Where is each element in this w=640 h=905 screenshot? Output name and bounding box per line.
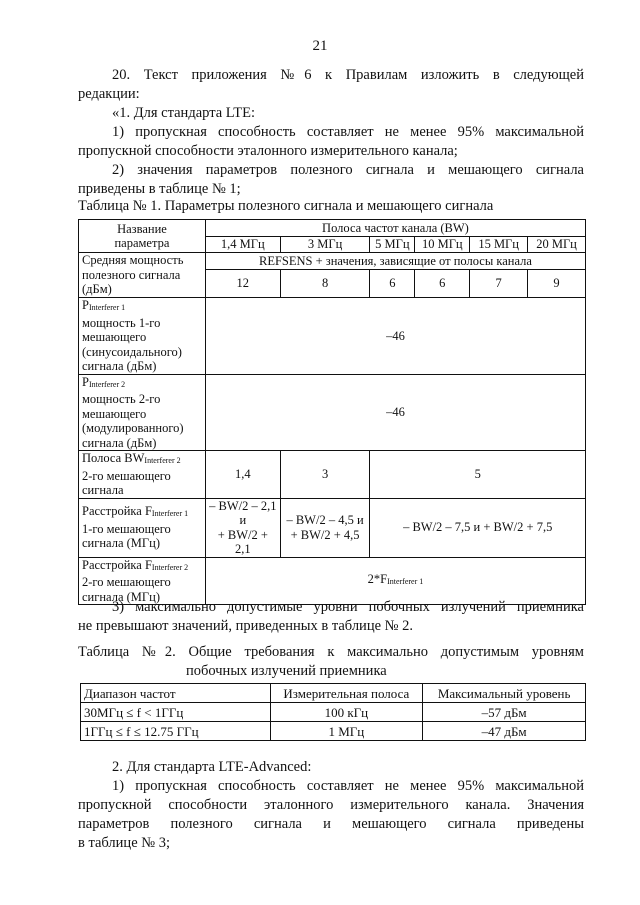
- offset-interferer2-subscript: Interferer 2: [151, 562, 189, 572]
- interferer2-name-l4: сигнала (дБм): [82, 435, 157, 450]
- item1-line1: 1) пропускная способность составляет не менее 95% максимальной: [112, 124, 584, 140]
- item3-line1: 3) максимально допустимые уровни побочных излучений приемника: [112, 599, 584, 615]
- bw-interferer2-subscript: Interferer 2: [144, 456, 181, 465]
- row-avg-power-name: [79, 253, 206, 298]
- avg-power-value-6: 9: [528, 270, 586, 298]
- col-param-header: [79, 220, 206, 253]
- refsens-cell: REFSENS + значения, зависящие от полосы канала: [205, 253, 585, 270]
- interferer2-name-l2: мешающего: [82, 406, 147, 421]
- t2-header-range: Диапазон частот: [81, 684, 271, 703]
- row-avg-power-name-l1: Средняя мощность: [82, 253, 184, 268]
- lte-advanced-heading: 2. Для стандарта LTE-Advanced:: [112, 759, 312, 775]
- table1-caption: Таблица № 1. Параметры полезного сигнала и мешающего сигнала: [78, 198, 494, 214]
- offset-interferer2-name-l1: 2-го мешающего: [82, 575, 171, 589]
- spurious-emissions-table: [80, 683, 586, 741]
- adv-item1-line3: параметров полезного сигнала и мешающего сигнала приведены: [78, 816, 584, 832]
- col-param-line2: параметра: [114, 236, 170, 250]
- t2-row2-bandwidth: 1 МГц: [270, 722, 423, 741]
- col-param-line1: Название: [117, 221, 167, 236]
- interferer1-name-l4: сигнала (дБм): [82, 359, 157, 373]
- interferer2-name-l1: мощность 2-го: [82, 392, 161, 406]
- bw-interferer2-name-l1: 2-го мешающего: [82, 468, 171, 483]
- interferer1-power-value: –46: [205, 298, 585, 375]
- interferer1-name-l1: мощность 1-го: [82, 315, 161, 330]
- row-avg-power-name-l3: (дБм): [82, 282, 112, 297]
- interferer1-name-l2: мешающего: [82, 330, 147, 344]
- bw-col-6: 20 МГц: [528, 237, 586, 253]
- offset-interferer1-value-3: – BW/2 – 7,5 и + BW/2 + 7,5: [370, 498, 586, 557]
- offset-interferer2-value-main: 2*F: [367, 572, 388, 586]
- item2-line2: приведены в таблице № 1;: [78, 181, 241, 197]
- paragraph-20-line1: 20. Текст приложения №6 к Правилам изложить в следующей: [112, 67, 584, 83]
- bw-col-2: 3 МГц: [280, 237, 370, 253]
- lte-heading: «1. Для стандарта LTE:: [112, 105, 256, 121]
- interferer1-name-l3: (синусоидального): [82, 344, 182, 359]
- bw-interferer2-name-l2: сигнала: [82, 483, 124, 497]
- t2-row1-max-level: –57 дБм: [423, 703, 586, 722]
- offset-interferer2-name-l2: сигнала (МГц): [82, 589, 160, 604]
- t2-row2-max-level: –47 дБм: [423, 722, 586, 741]
- signal-parameters-table: [78, 219, 586, 605]
- interferer1-subscript: Interferer 1: [88, 303, 126, 312]
- bw-col-4: 10 МГц: [415, 237, 470, 253]
- offset-interferer1-subscript: Interferer 1: [151, 509, 189, 519]
- row-interferer1-power-name: [79, 298, 206, 375]
- offset-interferer1-value-1: [205, 498, 280, 557]
- t2-row1-bandwidth: 100 кГц: [270, 703, 423, 722]
- offset-interferer2-label: Расстройка F: [82, 557, 152, 572]
- t2-header-bandwidth: Измерительная полоса: [270, 684, 423, 703]
- avg-power-value-2: 8: [280, 270, 370, 298]
- interferer2-subscript: Interferer 2: [88, 379, 126, 389]
- bw-header: Полоса частот канала (BW): [205, 220, 585, 237]
- item3-line2: не превышают значений, приведенных в таблице № 2.: [78, 618, 413, 634]
- avg-power-value-3: 6: [370, 270, 415, 298]
- adv-item1-line2: пропускной способности эталонного измерительного канала. Значения: [78, 797, 584, 813]
- adv-item1-line1: 1) пропускная способность составляет не менее 95% максимальной: [112, 778, 584, 794]
- t2-row1-range: 30МГц ≤ f < 1ГГц: [81, 703, 271, 722]
- offset-interferer1-label: Расстройка F: [82, 504, 152, 519]
- interferer1-symbol: P: [82, 298, 89, 312]
- t2-row2-range: 1ГГц ≤ f ≤ 12.75 ГГц: [81, 722, 271, 741]
- bw-interferer2-value-3: 5: [370, 451, 586, 499]
- avg-power-value-5: 7: [470, 270, 528, 298]
- row-offset-interferer1-name: [79, 498, 206, 557]
- page-number: 21: [312, 38, 328, 54]
- avg-power-value-4: 6: [415, 270, 470, 298]
- interferer2-power-value: –46: [205, 374, 585, 451]
- item2-line1: 2) значения параметров полезного сигнала и мешающего сигнала: [112, 162, 584, 178]
- bw-interferer2-value-2: 3: [280, 451, 370, 499]
- interferer2-name-l3: (модулированного): [82, 421, 184, 435]
- t2-header-max-level: Максимальный уровень: [423, 684, 586, 703]
- offset-v1-l3: + BW/2 + 2,1: [217, 527, 268, 556]
- offset-v2-l2: + BW/2 + 4,5: [290, 527, 360, 542]
- item1-line2: пропускной способности эталонного измерительного канала;: [78, 143, 458, 159]
- avg-power-value-1: 12: [205, 270, 280, 298]
- bw-interferer2-value-1: 1,4: [205, 451, 280, 499]
- bw-col-3: 5 МГц: [370, 237, 415, 253]
- offset-interferer1-value-2: [280, 498, 370, 557]
- bw-col-5: 15 МГц: [470, 237, 528, 253]
- paragraph-20-line2: редакции:: [78, 86, 140, 102]
- row-avg-power-name-l2: полезного сигнала: [82, 267, 181, 282]
- row-interferer2-power-name: [79, 374, 206, 451]
- interferer2-symbol: P: [82, 374, 89, 389]
- offset-interferer2-value-subscript: Interferer 1: [387, 577, 424, 586]
- offset-interferer1-name-l1: 1-го мешающего: [82, 521, 171, 536]
- bw-interferer2-label: Полоса BW: [82, 451, 145, 465]
- offset-v2-l1: – BW/2 – 4,5 и: [286, 513, 364, 527]
- row-bw-interferer2-name: [79, 451, 206, 499]
- offset-v1-l1: – BW/2 – 2,1: [209, 498, 277, 513]
- table2-caption-line1: Таблица №2. Общие требования к максимально допустимым уровням: [78, 644, 584, 660]
- table2-caption-line2: побочных излучений приемника: [186, 663, 387, 679]
- offset-interferer1-name-l2: сигнала (МГц): [82, 536, 160, 551]
- bw-col-1: 1,4 МГц: [205, 237, 280, 253]
- adv-item1-line4: в таблице № 3;: [78, 835, 170, 851]
- offset-v1-l2: и: [239, 513, 247, 527]
